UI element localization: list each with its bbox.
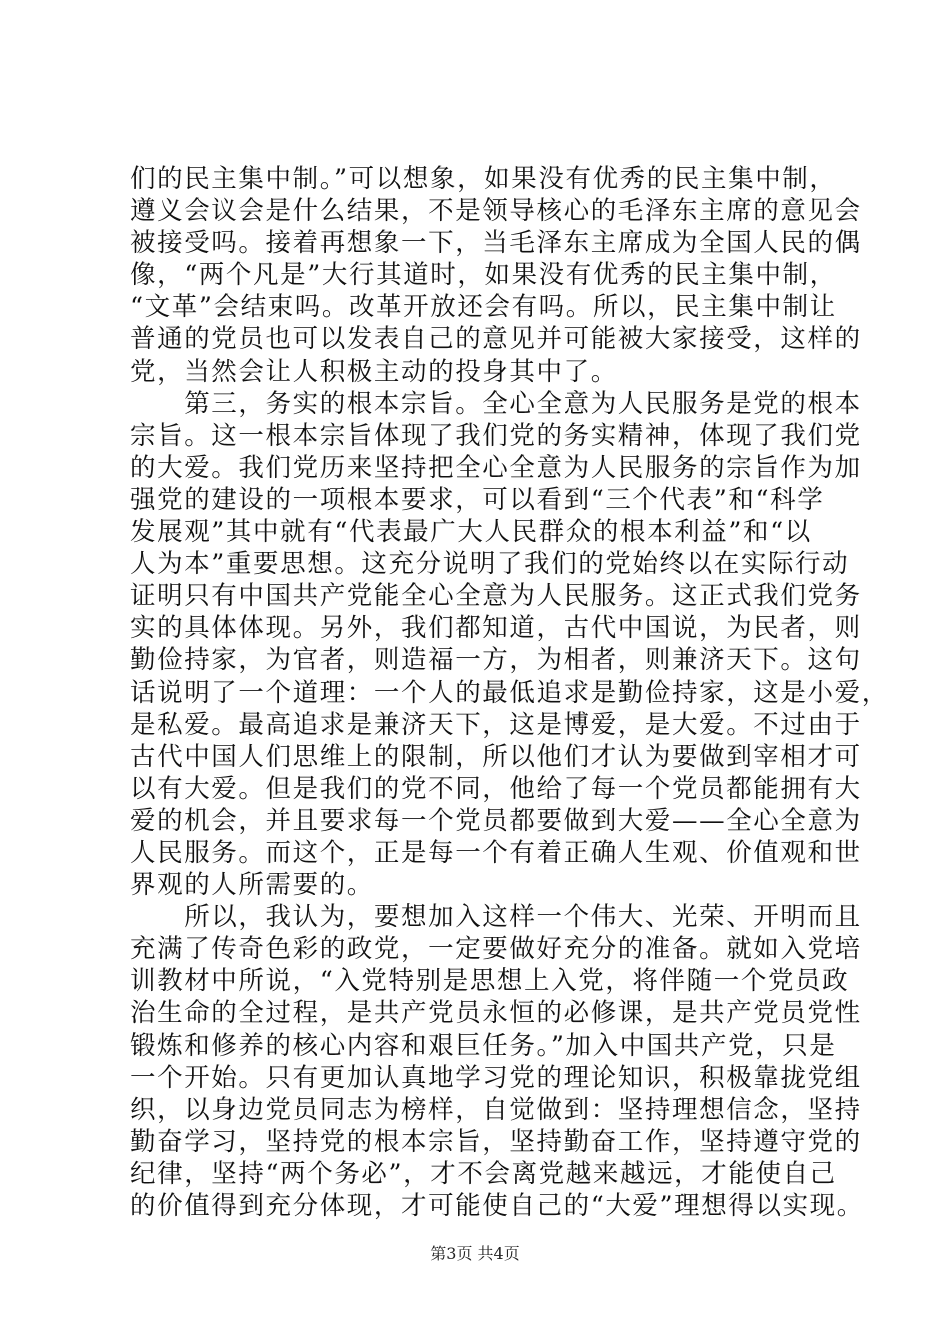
text-line: 遵义会议会是什么结果，不是领导核心的毛泽东主席的意见会 <box>130 196 862 227</box>
page-footer: 第3页 共4页 <box>430 1244 520 1263</box>
text-line: 充满了传奇色彩的政党，一定要做好充分的准备。就如入党培 <box>130 934 862 965</box>
text-line: 像，“两个凡是”大行其道时，如果没有优秀的民主集中制， <box>130 260 837 291</box>
text-line: 证明只有中国共产党能全心全意为人民服务。这正式我们党务 <box>130 581 862 612</box>
text-line: 古代中国人们思维上的限制，所以他们才认为要做到宰相才可 <box>130 741 862 772</box>
text-line: 第三，务实的根本宗旨。全心全意为人民服务是党的根本 <box>130 388 862 419</box>
text-line: 的价值得到充分体现，才可能使自己的“大爱”理想得以实现。 <box>130 1191 864 1221</box>
text-line: 以有大爱。但是我们的党不同，他给了每一个党员都能拥有大 <box>130 773 862 804</box>
text-line: 发展观”其中就有“代表最广大人民群众的根本利益”和“以 <box>130 517 812 548</box>
text-line: 普通的党员也可以发表自己的意见并可能被大家接受，这样的 <box>130 324 862 355</box>
text-line: 一个开始。只有更加认真地学习党的理论知识，积极靠拢党组 <box>130 1062 862 1093</box>
text-line: 们的民主集中制。”可以想象，如果没有优秀的民主集中制， <box>130 164 837 194</box>
text-line: 被接受吗。接着再想象一下，当毛泽东主席成为全国人民的偶 <box>130 228 862 259</box>
text-line: 锻炼和修养的核心内容和艰巨任务。”加入中国共产党，只是 <box>130 1030 837 1061</box>
text-line: 爱的机会，并且要求每一个党员都要做到大爱——全心全意为 <box>130 805 862 836</box>
text-line: 勤俭持家，为官者，则造福一方，为相者，则兼济天下。这句 <box>130 645 862 676</box>
text-line: 界观的人所需要的。 <box>130 870 374 901</box>
text-line: 的大爱。我们党历来坚持把全心全意为人民服务的宗旨作为加 <box>130 452 862 483</box>
text-line: 勤奋学习，坚持党的根本宗旨，坚持勤奋工作，坚持遵守党的 <box>130 1126 862 1157</box>
text-line: 强党的建设的一项根本要求，可以看到“三个代表”和“科学 <box>130 484 825 515</box>
text-line: 所以，我认为，要想加入这样一个伟大、光荣、开明而且 <box>130 902 862 933</box>
text-line: 党，当然会让人积极主动的投身其中了。 <box>130 356 618 387</box>
text-line: 实的具体体现。另外，我们都知道，古代中国说，为民者，则 <box>130 613 862 644</box>
text-line: 人为本”重要思想。这充分说明了我们的党始终以在实际行动 <box>130 549 850 580</box>
text-line: 织，以身边党员同志为榜样，自觉做到：坚持理想信念，坚持 <box>130 1094 862 1125</box>
text-line: 纪律，坚持“两个务必”，才不会离党越来越远，才能使自己 <box>130 1158 837 1189</box>
text-line: 宗旨。这一根本宗旨体现了我们党的务实精神，体现了我们党 <box>130 420 862 451</box>
text-line: 话说明了一个道理：一个人的最低追求是勤俭持家，这是小爱， <box>130 677 889 708</box>
text-line: 治生命的全过程，是共产党员永恒的必修课，是共产党员党性 <box>130 998 862 1029</box>
text-line: 人民服务。而这个，正是每一个有着正确人生观、价值观和世 <box>130 837 862 868</box>
body-text <box>130 163 889 1222</box>
text-line: “文革”会结束吗。改革开放还会有吗。所以，民主集中制让 <box>130 292 837 323</box>
text-line: 训教材中所说，“入党特别是思想上入党，将伴随一个党员政 <box>130 966 850 997</box>
text-line: 是私爱。最高追求是兼济天下，这是博爱，是大爱。不过由于 <box>130 709 862 740</box>
